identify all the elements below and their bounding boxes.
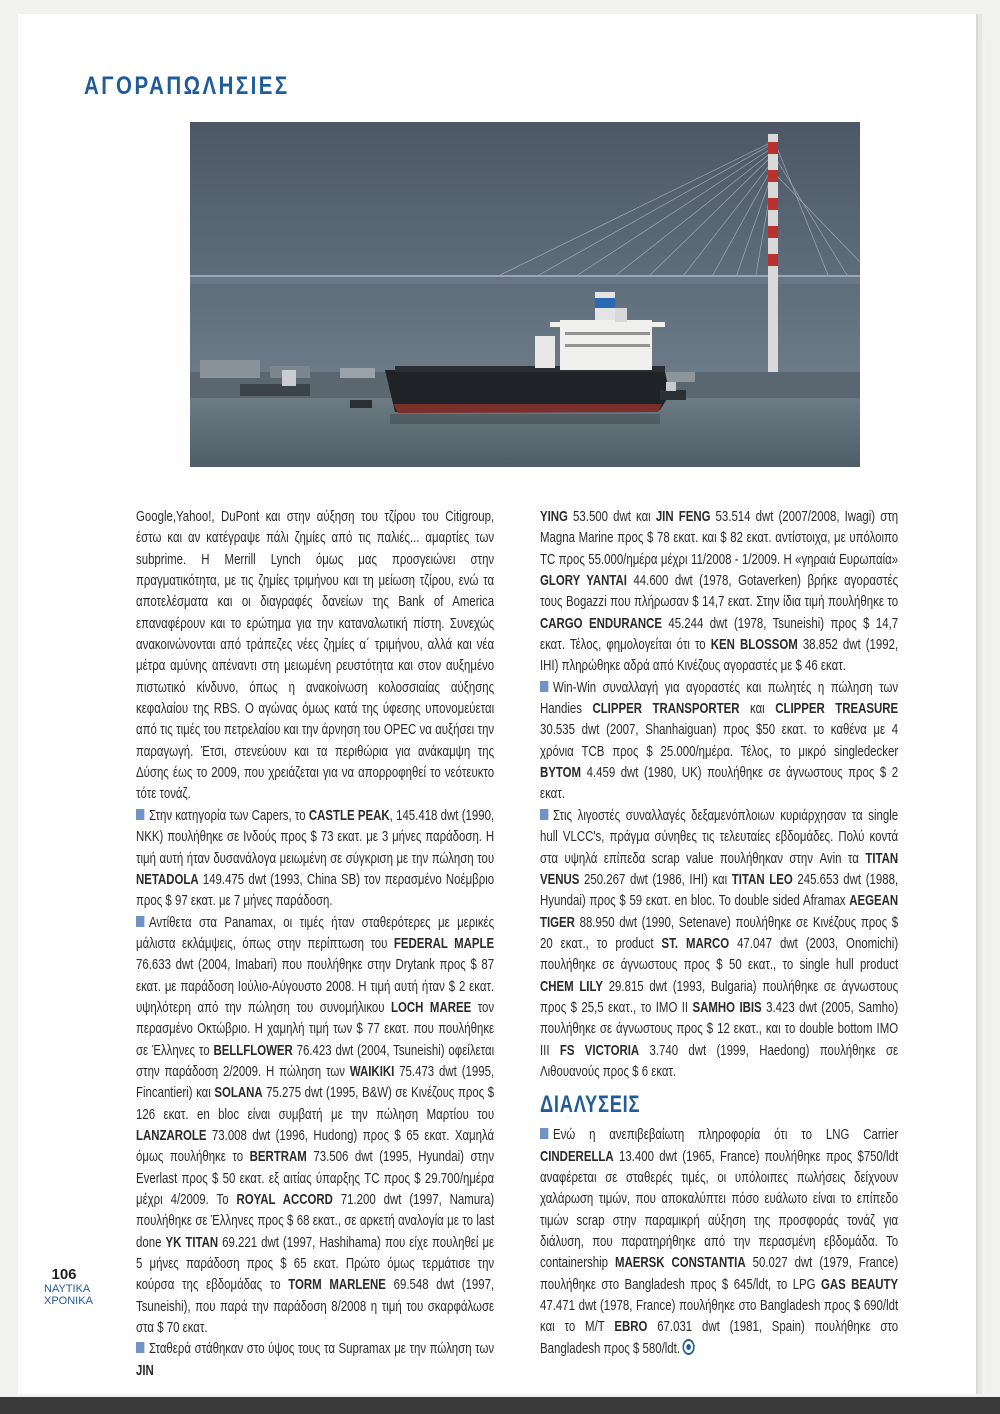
article-column-right: [540, 506, 899, 1357]
vessel-name: GLORY YANTAI: [540, 572, 627, 590]
vessel-name: LANZAROLE: [136, 1126, 207, 1144]
vessel-name: CASTLE PEAK: [308, 806, 390, 824]
vessel-name: ST. MARCO: [661, 934, 730, 952]
paragraph: Google,Yahoo!, DuPont και στην αύξηση του τζίρου του Citigroup, έστω και αν κατέγραψε πάλι ζημίες από τις παλιές... αμαρτίες των subprime. Η Merrill Lynch όμως μας προσγειώνει στην πραγματικότητα, με τις ζημίες τριμήνου και τη μείωση τζίρου, ενώ τα αποτελέσματα και οι διαγραφές δανείων της Bank of America επαναφέρουν και το ερώτημα για την καταναλωτική πίστη. Συνεχώς ανακοινώνονται από τράπεζες νέες ζημίες α΄ τριμήνου, αλλά και νέα μέτρα αμύνης απέναντι στη μειωμένη ρευστότητα και στον αυξημένο πιστωτικό κίνδυνο, όπως η ανακοίνωση κολοσσιαίας αύξησης κεφαλαίου της RBS. Ο αγώνας όμως κατά της ύφεσης υπονομεύεται από τις τιμές του πετρελαίου και την άρνηση του OPEC να αυξήσει την παραγωγή. Έτσι, στενεύουν και τα περιθώρια για ανάκαμψη της Δύσης έως το 2009, που χρειάζεται για να απορροφηθεί το νεότευκτο τότε τονάζ.: [136, 508, 495, 803]
vessel-name: SOLANA: [214, 1084, 263, 1102]
magazine-name-line2: ΧΡΟΝΙΚΑ: [44, 1295, 93, 1307]
paragraph: Αντίθετα στα Panamax, οι τιμές ήταν σταθερότερες με μερικές μάλιστα εκλάμψεις, όπως στην περίπτωση του FEDERAL MAPLE 76.633 dwt (2004, Imabari) που πουλήθηκε στην Drytank προς $ 87 εκατ. με παράδοση Ιούλιο-Αύγουστο 2008. Η τιμή αυτή ήταν $ 2 εκατ. υψηλότερη από την πώληση του συνομήλικου LOCH MAREE τον περασμένο Οκτώβριο. Η χαμηλή τιμή των $ 77 εκατ. που πουλήθηκε σε Έλληνες το BELLFLOWER 76.423 dwt (2004, Tsuneishi) οφείλεται στην παράδοση 2/2009. Η πώληση των WAIKIKI 75.473 dwt (1995, Fincantieri) και SOLANA 75.275 dwt (1995, B&W) σε Κινέζους προς $ 126 εκατ. en bloc είναι συμβατή με την πώληση Μαρτίου του LANZAROLE 73.008 dwt (1996, Hudong) προς $ 65 εκατ. Χαμηλά όμως πουλήθηκε το BERTRAM 73.506 dwt (1995, Hyundai) στην Everlast προς $ 50 εκατ. εξ αιτίας ύπαρξης TC προς $ 29.700/ημέρα μέχρι 4/2009. Το ROYAL ACCORD 71.200 dwt (1997, Namura) πουλήθηκε σε Έλληνες προς $ 68 εκατ., σε αρκετή αναλογία με το last done YK TITAN 69.221 dwt (1997, Hashihama) που είχε πουληθεί με 5 μήνες παράδοση προς $ 65 εκατ. Πρώτο όμως τερμάτισε την κούρσα της εβδομάδας το TORM MARLENE 69.548 dwt (1997, Tsuneishi), που παρά την παράδοση 8/2008 η τιμή του σκαρφάλωσε στα $ 70 εκατ.: [136, 913, 495, 1337]
magazine-name-line1: ΝΑΥΤΙΚΑ: [44, 1283, 91, 1295]
vessel-name: GAS BEAUTY: [820, 1275, 899, 1293]
page-folio: [44, 1266, 93, 1307]
vessel-name: TITAN LEO: [731, 870, 793, 888]
end-of-article-icon: [682, 1339, 694, 1355]
vessel-name: NETADOLA: [136, 870, 199, 888]
vessel-name: FS VICTORIA: [559, 1041, 640, 1059]
paragraph: Ενώ η ανεπιβεβαίωτη πληροφορία ότι το LNG Carrier CINDERELLA 13.400 dwt (1965, France) πουλήθηκε προς $750/ldt αναφέρεται σε σταθερές τιμές, οι υπόλοιπες πωλήσεις δείχνουν χαλάρωση τιμών, που αποκαλύπτει πόσο ευάλωτο είναι το επίπεδο τιμών scrap στην παραμικρή αύξηση της προσφοράς τονάζ για διάλυση, που παρατηρήθηκε από την περασμένη εβδομάδα. Το containership MAERSK CONSTANTIA 50.027 dwt (1979, France) πουλήθηκε στο Bangladesh προς $ 645/ldt, το LPG GAS BEAUTY 47.471 dwt (1978, France) πουλήθηκε στο Bangladesh προς $ 690/ldt και το M/T EBRO 67.031 dwt (1981, Spain) πουλήθηκε στο Bangladesh προς $ 580/ldt.: [540, 1126, 899, 1357]
vessel-name: FEDERAL MAPLE: [393, 934, 495, 952]
section-title: ΑΓΟΡΑΠΩΛΗΣΙΕΣ: [84, 72, 290, 100]
bullet-square-icon: [540, 809, 548, 820]
vessel-name: WAIKIKI: [349, 1062, 395, 1080]
vessel-name: BELLFLOWER: [213, 1041, 293, 1059]
vessel-name: KEN BLOSSOM: [710, 636, 798, 654]
vessel-name: BYTOM: [540, 764, 582, 782]
subheading-dialyseis: ΔΙΑΛΥΣΕΙΣ: [540, 1091, 641, 1119]
ship-photo-svg: [190, 122, 860, 467]
vessel-name: CHEM LILY: [540, 977, 604, 995]
article-column-left: [136, 506, 495, 1379]
scan-bottom-edge: [0, 1397, 1000, 1414]
vessel-name: MAERSK CONSTANTIA: [614, 1254, 746, 1272]
vessel-name: LOCH MAREE: [391, 998, 472, 1016]
tugboat: [660, 390, 686, 400]
paragraph: Win-Win συναλλαγή για αγοραστές και πωλητές η πώληση των Handies CLIPPER TRANSPORTER και CLIPPER TREASURE 30.535 dwt (2007, Shanhaiguan) προς $50 εκατ. το καθένα με 4 χρόνια TCB προς $ 25.000/ημέρα. Τέλος, το μικρό singledecker BYTOM 4.459 dwt (1980, UK) πουλήθηκε σε άγνωστους προς $ 2 εκατ.: [540, 678, 899, 803]
bullet-square-icon: [136, 1342, 144, 1353]
vessel-name: AEGEAN TIGER: [540, 892, 899, 931]
vessel-name: CLIPPER TREASURE: [775, 700, 899, 718]
paragraph: Σταθερά στάθηκαν στο ύψος τους τα Supramax με την πώληση των JIN: [136, 1340, 495, 1379]
bullet-square-icon: [136, 916, 144, 927]
paragraph: Στην κατηγορία των Capers, το CASTLE PEAK, 145.418 dwt (1990, NKK) πουλήθηκε σε Ινδούς προς $ 73 εκατ. με 3 μήνες παράδοση. Η τιμή αυτή ήταν δυσανάλογα μειωμένη σε σύγκριση με την πώληση του NETADOLA 149.475 dwt (1993, China SB) τον περασμένο Νοέμβριο προς $ 97 εκατ. με 7 μήνες παράδοση.: [136, 806, 495, 910]
vessel-name: SAMHO IBIS: [692, 998, 762, 1016]
vessel-name: CINDERELLA: [540, 1147, 614, 1165]
paragraph: Στις λιγοστές συναλλαγές δεξαμενόπλοιων κυριάρχησαν τα single hull VLCC's, πράγμα σύνηθες τις τελευταίες εβδομάδες. Πολύ κοντά στα υψηλά επίπεδα scrap value πουλήθηκαν στην Avin τα TITAN VENUS 250.267 dwt (1986, IHI) και TITAN LEO 245.653 dwt (1988, Hyundai) προς $ 59 εκατ. en bloc. Το double sided Aframax AEGEAN TIGER 88.950 dwt (1990, Setenave) πουλήθηκε σε Κινέζους προς $ 20 εκατ., το product ST. MARCO 47.047 dwt (2003, Onomichi) πουλήθηκε σε άγνωστους προς $ 50 εκατ., το single hull product CHEM LILY 29.815 dwt (1993, Bulgaria) πουλήθηκε σε άγνωστους προς $ 25,5 εκατ., το IMO II SAMHO IBIS 3.423 dwt (2005, Samho) πουλήθηκε σε άγνωστους προς $ 12 εκατ., και το double bottom IMO III FS VICTORIA 3.740 dwt (1999, Haedong) πουλήθηκε σε Λιθουανούς προς $ 6 εκατ.: [540, 806, 899, 1080]
vessel-name: CLIPPER TRANSPORTER: [592, 700, 740, 718]
vessel-name: ROYAL ACCORD: [236, 1191, 333, 1208]
ship-photo: [190, 122, 860, 467]
vessel-name: TITAN VENUS: [540, 849, 899, 888]
vessel-name: YING: [540, 508, 568, 525]
magazine-page: [18, 14, 976, 1394]
vessel-name: JIN: [136, 1361, 154, 1379]
vessel-name: EBRO: [614, 1318, 648, 1336]
vessel-name: TORM MARLENE: [288, 1276, 386, 1294]
bullet-square-icon: [540, 681, 548, 692]
bullet-square-icon: [136, 809, 144, 820]
bullet-square-icon: [540, 1128, 548, 1139]
vessel-name: JIN FENG: [655, 508, 711, 525]
paragraph: YING 53.500 dwt και JIN FENG 53.514 dwt (2007/2008, Iwagi) στη Magna Marine προς $ 78 εκατ. και $ 82 εκατ. αντίστοιχα, με υπόλοιπο TC προς 55.000/ημέρα μέχρι 11/2008 - 1/2009. Η «γηραιά Ευρωπαία» GLORY YANTAI 44.600 dwt (1978, Gotaverken) βρήκε αγοραστές τους Bogazzi που πλήρωσαν $ 14,7 εκατ. Στην ίδια τιμή πουλήθηκε το CARGO ENDURANCE 45.244 dwt (1978, Tsuneishi) προς $ 14,7 εκατ. Τέλος, φημολογείται ότι το KEN BLOSSOM 38.852 dwt (1992, IHI) πληρώθηκε αδρά από Κινέζους αγοραστές με $ 46 εκατ.: [540, 508, 899, 675]
vessel-name: YK TITAN: [165, 1233, 219, 1251]
bridge-deck: [190, 276, 860, 284]
page-number: 106: [51, 1266, 77, 1283]
vessel-name: CARGO ENDURANCE: [540, 614, 662, 632]
vessel-name: BERTRAM: [249, 1148, 307, 1166]
